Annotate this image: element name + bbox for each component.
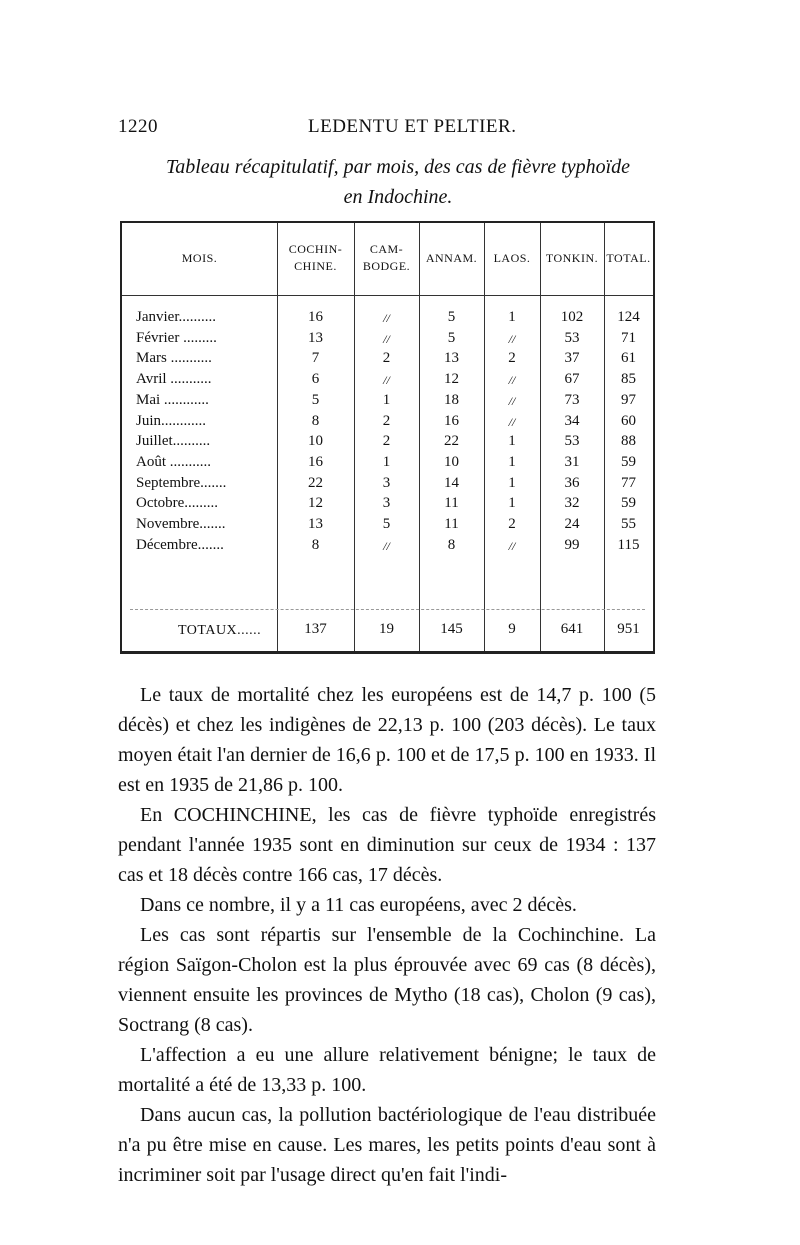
paragraph: Dans aucun cas, la pollution bactériologique de l'eau distribuée n'a pu être mise en cause. Les mares, les petits points d'eau sont à incriminer soit par l'usage direct qu'en fait l'indi-	[118, 1104, 656, 1186]
table-cell: 88	[621, 433, 636, 450]
table-cell: 67	[564, 371, 580, 388]
table-cell: 8	[311, 536, 320, 553]
table-cell: 1	[508, 309, 516, 325]
table-cell: 10	[308, 433, 323, 450]
table-cell: 97	[621, 391, 636, 408]
month-label: Mars ...........	[136, 350, 212, 367]
table-cell: 59	[621, 495, 636, 512]
table-cell: 6	[311, 371, 320, 388]
table-cell: 60	[621, 412, 636, 429]
table-cell: 16	[308, 453, 323, 470]
page-number: 1220	[118, 116, 158, 137]
table-cell: 24	[564, 516, 580, 532]
table-cell: 55	[621, 516, 636, 532]
table-cell: 34	[564, 412, 580, 429]
month-label: Octobre.........	[136, 495, 219, 512]
table-cell: 73	[564, 391, 580, 408]
table-cell: 2	[382, 433, 391, 450]
table-cell: 16	[308, 309, 323, 325]
total-cell: 19	[379, 621, 394, 637]
table-cell: //	[508, 538, 516, 553]
total-cell: 951	[617, 621, 640, 637]
table-cell: 16	[444, 412, 459, 429]
table-cell: 13	[444, 350, 459, 367]
column-header: LAOS.	[493, 251, 531, 265]
table-cell: 1	[508, 453, 516, 470]
table-cell: 22	[308, 474, 323, 491]
table-cell: //	[383, 311, 390, 325]
table-cell: 1	[382, 453, 391, 470]
table-cell: 32	[564, 495, 580, 512]
header-rule	[122, 295, 653, 296]
table-cell: 31	[564, 453, 580, 470]
table-cell: 5	[447, 329, 456, 346]
column-header: ANNAM.	[425, 251, 478, 265]
table-cell: 8	[311, 412, 320, 429]
month-label: Septembre.......	[136, 474, 227, 491]
paragraph: L'affection a eu une allure relativement bénigne; le taux de mortalité a été de 13,33 p. 100.	[118, 1044, 656, 1096]
table-cell: 14	[444, 474, 459, 491]
month-label: Avril ...........	[136, 371, 212, 388]
paragraph: Dans ce nombre, il y a 11 cas européens, avec 2 décès.	[140, 894, 577, 916]
table-cell: 99	[564, 536, 580, 553]
total-cell: 137	[304, 621, 327, 637]
month-label: Juillet..........	[136, 433, 211, 450]
page-header	[118, 116, 678, 140]
table-cell: 1	[508, 474, 516, 491]
month-label: Novembre.......	[136, 516, 226, 532]
running-title: LEDENTU ET PELTIER.	[308, 116, 517, 137]
table-cell: //	[383, 373, 390, 388]
table-cell: 7	[311, 350, 320, 367]
table-cell: 5	[382, 516, 391, 532]
column-header: COCHIN- CHINE.	[288, 242, 343, 273]
table-cell: 59	[621, 453, 636, 470]
table-cell: 12	[444, 371, 459, 388]
table-cell: 53	[564, 329, 580, 346]
table-cell: 1	[508, 433, 516, 450]
table-cell: 2	[382, 350, 391, 367]
table-cell: 11	[444, 516, 459, 532]
table-cell: 61	[621, 350, 636, 367]
typhoid-table	[120, 221, 655, 654]
table-cell: 3	[382, 495, 391, 512]
table-cell: 2	[508, 350, 516, 367]
paragraph: Le taux de mortalité chez les européens est de 14,7 p. 100 (5 décès) et chez les indigènes de 22,13 p. 100 (203 décès). Le taux moyen était l'an dernier de 16,6 p. 100 et de 17,5 p. 100 en 1933. Il est en 1935 de 21,86 p. 100.	[118, 684, 656, 796]
table-cell: 2	[508, 516, 516, 532]
table-cell: 12	[308, 495, 323, 512]
month-label: Juin............	[136, 412, 207, 429]
body-text	[118, 680, 656, 1190]
table-cell: //	[383, 331, 390, 346]
table-cell: 5	[311, 391, 320, 408]
table-cell: 53	[564, 433, 580, 450]
table-cell: 13	[308, 329, 323, 346]
table-cell: 10	[444, 453, 459, 470]
table-cell: //	[508, 331, 516, 346]
column-header: CAM- BODGE.	[362, 242, 411, 273]
paragraph: Les cas sont répartis sur l'ensemble de la Cochinchine. La région Saïgon-Cholon est la plus éprouvée avec 69 cas (8 décès), viennent ensuite les provinces de Mytho (18 cas), Cholon (9 cas), Soctrang (8 cas).	[118, 924, 656, 1036]
table-cell: 71	[621, 329, 636, 346]
table-cell: //	[383, 538, 390, 553]
table-cell: 85	[621, 371, 636, 388]
table-cell: 22	[444, 433, 459, 450]
table-cell: 8	[447, 536, 456, 553]
table-cell: 124	[617, 309, 640, 325]
table-cell: 18	[444, 391, 459, 408]
table-cell: 36	[564, 474, 580, 491]
paragraph: En COCHINCHINE, les cas de fièvre typhoïde enregistrés pendant l'année 1935 sont en diminution sur ceux de 1934 : 137 cas et 18 décès contre 166 cas, 17 décès.	[118, 804, 656, 886]
table-cell: //	[508, 393, 516, 408]
table-cell: 115	[617, 536, 640, 553]
total-cell: 641	[560, 621, 584, 637]
table-cell: 3	[382, 474, 391, 491]
total-cell: 9	[508, 621, 516, 637]
month-label: Août ...........	[136, 453, 211, 470]
month-label: Décembre.......	[136, 536, 224, 553]
table-cell: //	[508, 414, 516, 429]
table-cell: 2	[382, 412, 391, 429]
table-cell: 102	[560, 309, 584, 325]
table-title-line-2: en Indochine.	[343, 186, 453, 208]
column-header: MOIS.	[181, 251, 218, 265]
table-title-line-1: Tableau récapitulatif, par mois, des cas de fièvre typhoïde	[165, 156, 630, 178]
table-cell: 37	[564, 350, 580, 367]
month-label: Mai ............	[136, 391, 209, 408]
table-cell: 1	[382, 391, 391, 408]
table-cell: 5	[447, 309, 456, 325]
table-cell: 11	[444, 495, 459, 512]
column-header: TONKIN.	[545, 251, 599, 265]
month-label: Janvier..........	[136, 309, 216, 325]
table-cell: //	[508, 373, 516, 388]
table-cell: 13	[308, 516, 323, 532]
total-cell: 145	[440, 621, 463, 637]
table-cell: 77	[621, 474, 636, 491]
totals-rule	[130, 609, 645, 610]
month-label: Février .........	[136, 329, 217, 346]
table-cell: 1	[508, 495, 516, 512]
column-header: TOTAL.	[606, 251, 651, 265]
table-title	[118, 152, 678, 212]
totals-label: TOTAUX......	[178, 623, 262, 638]
